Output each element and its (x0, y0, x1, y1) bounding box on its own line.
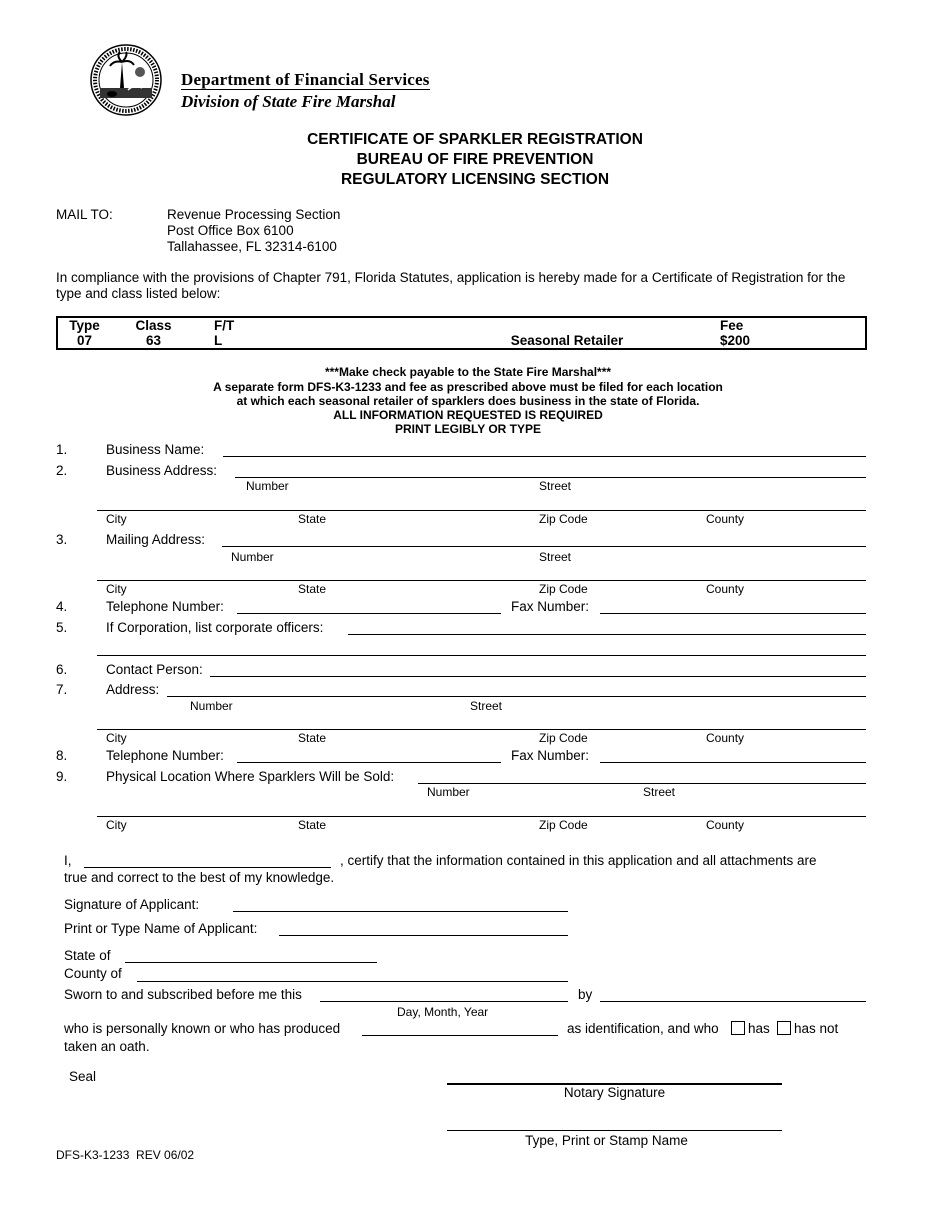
notice-check-payable: ***Make check payable to the State Fire Marshal*** (324, 365, 612, 379)
bureau-title: BUREAU OF FIRE PREVENTION (356, 151, 594, 168)
contact-person-label: Contact Person: (106, 662, 203, 677)
stamp-name-field[interactable] (447, 1130, 782, 1131)
identification-label: as identification, and who (567, 1021, 719, 1036)
business-address-city-field[interactable] (97, 510, 866, 511)
sworn-by-field[interactable] (600, 1001, 866, 1002)
item-number-6: 6. (56, 662, 68, 677)
sworn-by-label: by (578, 987, 593, 1002)
print-name-field[interactable] (279, 935, 568, 936)
physical-location-city-field[interactable] (97, 816, 866, 817)
department-name: Department of Financial Services (181, 70, 430, 89)
sublabel-state: State (298, 582, 327, 596)
type-label: Type (69, 318, 100, 333)
sublabel-street: Street (539, 550, 572, 564)
sublabel-zip: Zip Code (539, 582, 588, 596)
mail-address-line1: Revenue Processing Section (167, 207, 341, 222)
business-address-street-field[interactable] (235, 477, 866, 478)
seal-label: Seal (69, 1069, 97, 1084)
item-number-1: 1. (56, 442, 68, 457)
ft-label: F/T (214, 318, 235, 333)
contact-telephone-field[interactable] (237, 762, 501, 763)
sublabel-county: County (706, 818, 745, 832)
contact-fax-field[interactable] (600, 762, 866, 763)
intro-text-line1: In compliance with the provisions of Chapter 791, Florida Statutes, application is hereby made for a Certificate of Registration for the (56, 270, 846, 285)
sublabel-county: County (706, 731, 745, 745)
contact-person-field[interactable] (210, 676, 866, 677)
item-number-2: 2. (56, 463, 68, 478)
contact-address-label: Address: (106, 682, 160, 697)
stamp-name-label: Type, Print or Stamp Name (525, 1133, 688, 1148)
sublabel-street: Street (539, 479, 572, 493)
state-of-label: State of (64, 948, 111, 963)
sublabel-zip: Zip Code (539, 731, 588, 745)
corporate-officers-field-2[interactable] (97, 655, 866, 656)
intro-text-line2: type and class listed below: (56, 286, 221, 301)
certify-text-line2: true and correct to the best of my knowledge. (64, 870, 335, 885)
item-number-3: 3. (56, 532, 68, 547)
fee-label: Fee (720, 318, 744, 333)
print-name-label: Print or Type Name of Applicant: (64, 921, 258, 936)
sublabel-city: City (106, 512, 127, 526)
physical-location-label: Physical Location Where Sparklers Will be Sold: (106, 769, 395, 784)
sublabel-street: Street (643, 785, 676, 799)
sublabel-city: City (106, 731, 127, 745)
fax-label: Fax Number: (511, 599, 590, 614)
notice-each-location: at which each seasonal retailer of sparklers does business in the state of Florida. (236, 394, 700, 408)
date-hint: Day, Month, Year (397, 1005, 489, 1019)
has-not-oath-checkbox[interactable] (777, 1021, 791, 1035)
item-number-7: 7. (56, 682, 68, 697)
fax-field[interactable] (600, 613, 866, 614)
mail-to-label: MAIL TO: (56, 207, 113, 222)
mailing-address-label: Mailing Address: (106, 532, 206, 547)
notice-separate-form: A separate form DFS-K3-1233 and fee as prescribed above must be filed for each location (213, 380, 723, 394)
sublabel-state: State (298, 818, 327, 832)
corporate-officers-field[interactable] (348, 634, 866, 635)
sublabel-city: City (106, 582, 127, 596)
contact-address-street-field[interactable] (167, 696, 866, 697)
oath-text: taken an oath. (64, 1039, 150, 1054)
mailing-address-street-field[interactable] (222, 546, 866, 547)
item-number-5: 5. (56, 620, 68, 635)
sublabel-county: County (706, 512, 745, 526)
mail-address-line2: Post Office Box 6100 (167, 223, 294, 238)
certify-text: , certify that the information contained in this application and all attachments are (340, 853, 817, 868)
has-oath-checkbox[interactable] (731, 1021, 745, 1035)
personally-known-label: who is personally known or who has produced (64, 1021, 341, 1036)
form-title: CERTIFICATE OF SPARKLER REGISTRATION (307, 131, 643, 148)
certify-prefix: I, (64, 853, 72, 868)
sublabel-state: State (298, 512, 327, 526)
physical-location-street-field[interactable] (418, 783, 866, 784)
sublabel-number: Number (190, 699, 233, 713)
contact-telephone-label: Telephone Number: (106, 748, 224, 763)
signature-field[interactable] (233, 911, 568, 912)
sublabel-zip: Zip Code (539, 818, 588, 832)
notary-signature-label: Notary Signature (563, 1085, 666, 1100)
state-of-field[interactable] (125, 962, 377, 963)
description-cell (274, 317, 720, 349)
class-cell (111, 317, 196, 349)
item-number-8: 8. (56, 748, 68, 763)
county-of-field[interactable] (137, 981, 568, 982)
notice-required: ALL INFORMATION REQUESTED IS REQUIRED (333, 408, 603, 422)
type-value: 07 (76, 333, 93, 348)
telephone-field[interactable] (237, 613, 501, 614)
notice-print-legibly: PRINT LEGIBLY OR TYPE (394, 422, 542, 436)
sublabel-number: Number (231, 550, 274, 564)
county-of-label: County of (64, 966, 122, 981)
has-not-label: has not (794, 1021, 839, 1036)
sublabel-zip: Zip Code (539, 512, 588, 526)
sublabel-state: State (298, 731, 327, 745)
mailing-address-city-field[interactable] (97, 580, 866, 581)
fee-table (56, 316, 867, 350)
sublabel-county: County (706, 582, 745, 596)
type-cell (57, 317, 111, 349)
fee-value: $200 (720, 333, 751, 348)
florida-state-seal-icon (90, 44, 162, 116)
sublabel-city: City (106, 818, 127, 832)
contact-fax-label: Fax Number: (511, 748, 590, 763)
permit-description: Seasonal Retailer (510, 333, 624, 348)
sublabel-street: Street (470, 699, 503, 713)
business-address-label: Business Address: (106, 463, 218, 478)
identification-field[interactable] (362, 1035, 558, 1036)
fee-cell (720, 317, 866, 349)
contact-address-city-field[interactable] (97, 729, 866, 730)
signature-label: Signature of Applicant: (64, 897, 200, 912)
business-name-field[interactable] (223, 456, 866, 457)
certify-name-field[interactable] (84, 867, 331, 868)
sworn-label: Sworn to and subscribed before me this (64, 987, 302, 1002)
has-label: has (748, 1021, 770, 1036)
division-name: Division of State Fire Marshal (181, 92, 396, 111)
telephone-label: Telephone Number: (106, 599, 224, 614)
item-number-9: 9. (56, 769, 68, 784)
ft-value: L (214, 333, 223, 348)
sublabel-number: Number (427, 785, 470, 799)
item-number-4: 4. (56, 599, 68, 614)
corporate-officers-label: If Corporation, list corporate officers: (106, 620, 324, 635)
class-value: 63 (145, 333, 162, 348)
business-name-label: Business Name: (106, 442, 205, 457)
section-title: REGULATORY LICENSING SECTION (340, 171, 610, 188)
class-label: Class (135, 318, 172, 333)
sublabel-number: Number (246, 479, 289, 493)
mail-address-line3: Tallahassee, FL 32314-6100 (167, 239, 337, 254)
form-id: DFS-K3-1233 REV 06/02 (56, 1148, 195, 1162)
sworn-date-field[interactable] (320, 1001, 568, 1002)
ft-cell (196, 317, 274, 349)
